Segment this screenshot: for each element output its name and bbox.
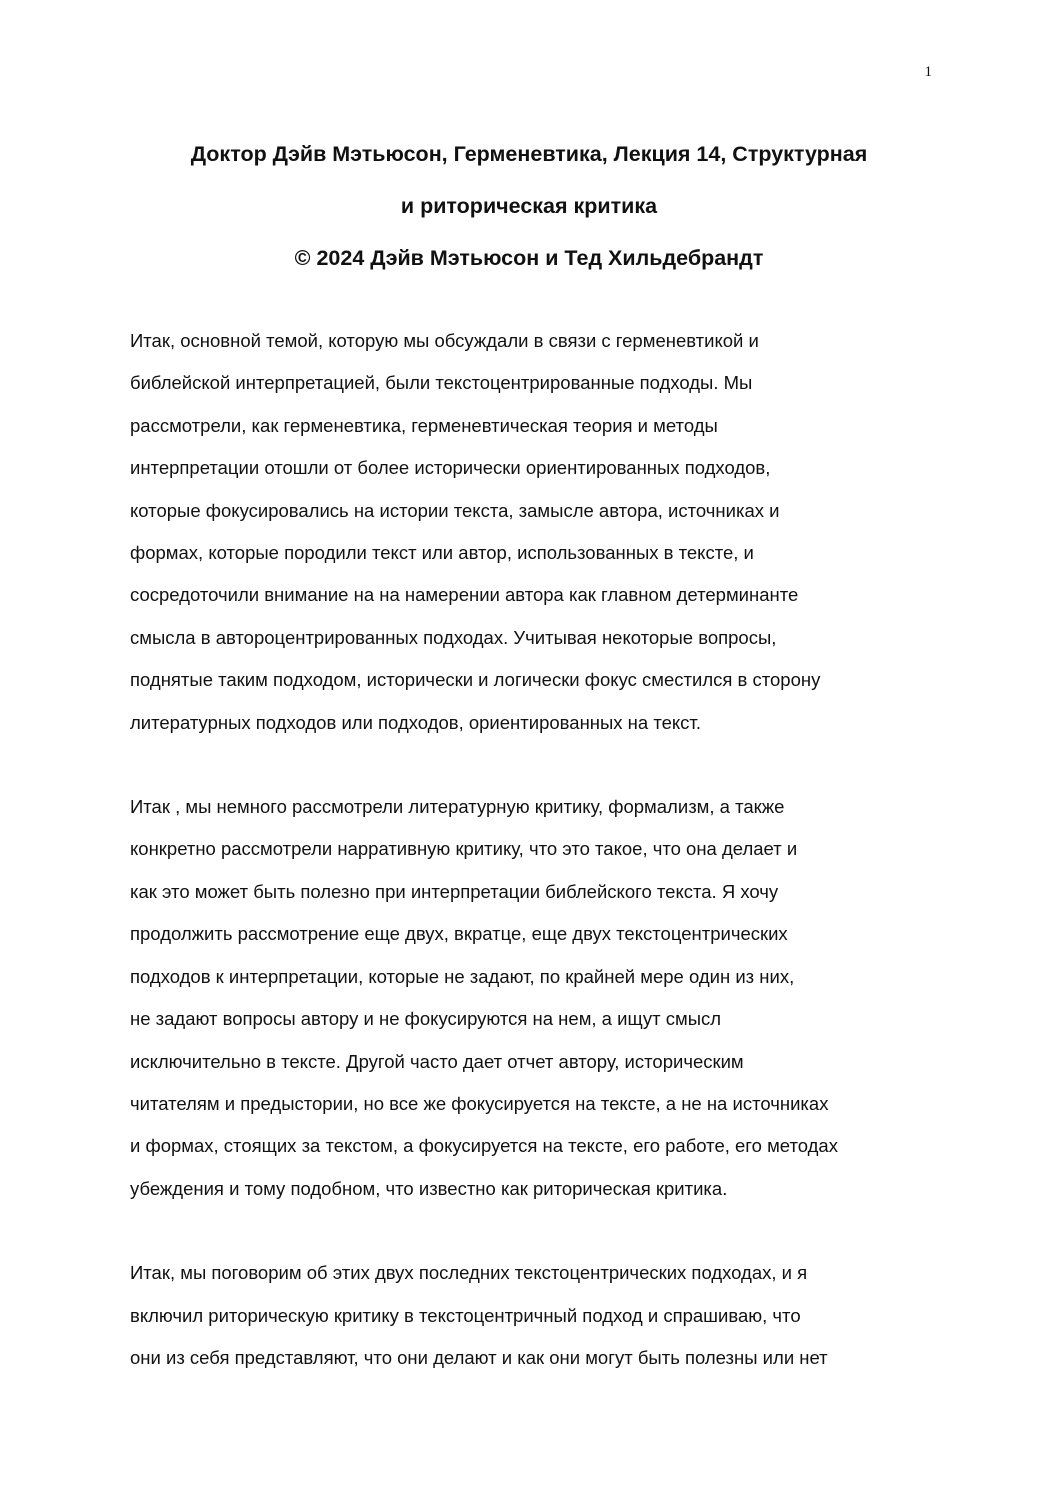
paragraph-1 [130, 320, 930, 744]
text-line: продолжить рассмотрение еще двух, вкратце, еще двух текстоцентрических [130, 923, 788, 945]
paragraph-2 [130, 786, 930, 1210]
text-line: исключительно в тексте. Другой часто дает отчет автору, историческим [130, 1050, 744, 1072]
text-line: поднятые таким подходом, исторически и логически фокус сместился в сторону [130, 669, 821, 691]
text-line: Итак, мы поговорим об этих двух последних текстоцентрических подходах, и я [130, 1262, 808, 1284]
document-title [96, 128, 962, 284]
text-line: конкретно рассмотрели нарративную критику, что это такое, что она делает и [130, 838, 798, 860]
text-line: которые фокусировались на истории текста, замысле автора, источниках и [130, 499, 780, 521]
text-line: рассмотрели, как герменевтика, герменевтическая теория и методы [130, 414, 718, 436]
title-line: и риторическая критика [400, 194, 658, 218]
text-line: Итак, основной темой, которую мы обсуждали в связи с герменевтикой и [130, 330, 759, 351]
paragraph-3 [130, 1252, 930, 1379]
text-line: интерпретации отошли от более исторически ориентированных подходов, [130, 457, 771, 479]
copyright-line: © 2024 Дэйв Мэтьюсон и Тед Хильдебрандт [294, 246, 764, 270]
title-line: Доктор Дэйв Мэтьюсон, Герменевтика, Лекция 14, Структурная [190, 142, 868, 166]
text-line: читателям и предыстории, но все же фокусируется на тексте, а не на источниках [130, 1092, 829, 1114]
text-line: литературных подходов или подходов, ориентированных на текст. [130, 711, 701, 733]
text-line: подходов к интерпретации, которые не задают, по крайней мере один из них, [130, 965, 795, 987]
text-line: Итак , мы немного рассмотрели литературную критику, формализм, а также [130, 796, 785, 818]
text-line: и формах, стоящих за текстом, а фокусируется на тексте, его работе, его методах [130, 1135, 838, 1157]
document-body [130, 320, 930, 1379]
text-line: они из себя представляют, что они делают и как они могут быть полезны или нет [130, 1346, 828, 1368]
page-number: 1 [924, 64, 932, 80]
text-line: сосредоточили внимание на на намерении автора как главном детерминанте [130, 584, 799, 606]
text-line: библейской интерпретацией, были текстоцентрированные подходы. Мы [130, 372, 753, 394]
text-line: как это может быть полезно при интерпретации библейского текста. Я хочу [130, 880, 779, 902]
text-line: смысла в автороцентрированных подходах. Учитывая некоторые вопросы, [130, 626, 777, 648]
text-line: не задают вопросы автору и не фокусируются на нем, а ищут смысл [130, 1008, 722, 1030]
text-line: включил риторическую критику в текстоцентричный подход и спрашиваю, что [130, 1304, 801, 1326]
text-line: формах, которые породили текст или автор, использованных в тексте, и [130, 542, 754, 564]
text-line: убеждения и тому подобном, что известно как риторическая критика. [130, 1177, 728, 1199]
